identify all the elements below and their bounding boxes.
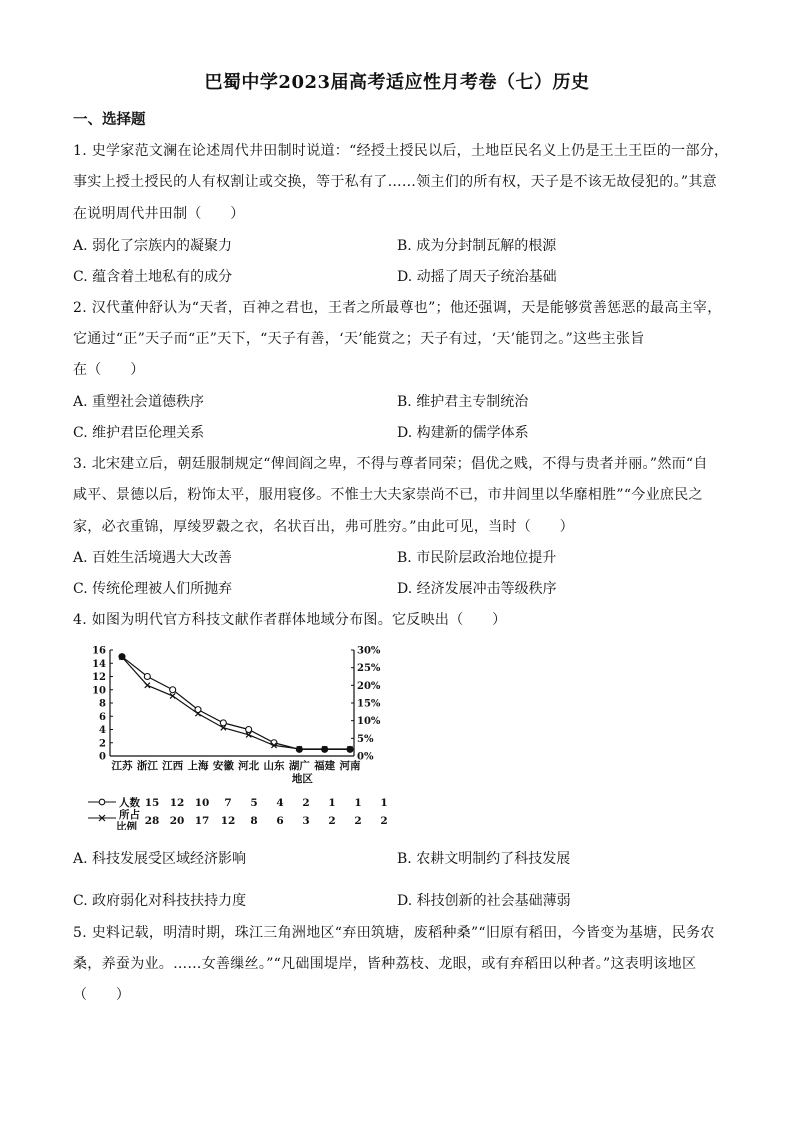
count-value-label: 5 (250, 797, 258, 809)
question-1-option-d[interactable]: D. 动摇了周天子统治基础 (397, 269, 557, 285)
question-3-line-3: 家，必衣重锦，厚绫罗縠之衣，名状百出，弗可胜穷。”由此可见，当时（ ） (73, 519, 574, 535)
x-tick-label: 福建 (314, 760, 336, 772)
x-tick-label: 湖广 (288, 760, 310, 772)
series-1-point (144, 674, 150, 680)
chart-lines (119, 654, 353, 753)
series-line-2 (122, 657, 350, 749)
section-heading: 一、选择题 (73, 111, 146, 128)
count-value-label: 1 (354, 797, 362, 809)
x-tick-label: 上海 (187, 760, 209, 772)
right-tick-label: 20% (357, 680, 381, 692)
question-5-line-3: （ ） (73, 987, 131, 1003)
count-value-label: 2 (302, 797, 310, 809)
count-value-label: 1 (380, 797, 388, 809)
legend-count-label: 人数 (119, 797, 140, 809)
series-2-point (145, 683, 150, 688)
count-value-label: 1 (328, 797, 336, 809)
ratio-value-label: 3 (302, 815, 310, 827)
question-2-line-1: 2. 汉代董仲舒认为“天者，百神之君也，王者之所最尊也”；他还强调，天是能够赏善惩恶的最高主宰， (73, 300, 722, 316)
ratio-value-label: 20 (169, 815, 185, 827)
question-1-line-1: 1. 史学家范文澜在论述周代井田制时说道：“经授土授民以后，土地臣民名义上仍是王土王臣的一部分， (73, 143, 729, 159)
ratio-value-label: 2 (354, 815, 362, 827)
question-3-option-c[interactable]: C. 传统伦理被人们所抛弃 (73, 581, 233, 597)
question-2-line-2: 它通过“正”天子而“正”天下，“天子有善，‘天’能赏之；天子有过，‘天’能罚之。”这些主张旨 (73, 331, 645, 347)
chart-axes (92, 646, 381, 763)
question-1-option-a[interactable]: A. 弱化了宗族内的凝聚力 (73, 238, 233, 254)
left-tick-label: 8 (99, 698, 106, 710)
ratio-value-label: 2 (328, 815, 336, 827)
ratio-value-label: 12 (220, 815, 236, 827)
question-4-option-c[interactable]: C. 政府弱化对科技扶持力度 (73, 893, 247, 909)
ratio-value-label: 6 (276, 815, 284, 827)
question-4-option-a[interactable]: A. 科技发展受区域经济影响 (73, 851, 247, 867)
left-tick-label: 6 (99, 711, 106, 723)
chart-svg (72, 640, 402, 830)
page-title: 巴蜀中学2023届高考适应性月考卷（七）历史 (204, 72, 590, 93)
ratio-value-label: 28 (144, 815, 160, 827)
series-1-point (246, 727, 252, 733)
series-line-1 (122, 657, 350, 750)
count-value-label: 4 (276, 797, 284, 809)
right-tick-label: 5% (357, 733, 374, 745)
question-3-line-2: 咸平、景德以后，粉饰太平，服用寝侈。不惟士大夫家崇尚不已，市井闾里以华靡相胜”“今业庶民之 (73, 487, 703, 503)
question-2-option-a[interactable]: A. 重塑社会道德秩序 (73, 394, 205, 410)
question-5-line-1: 5. 史料记载，明清时期，珠江三角洲地区“弃田筑塘，废稻种桑”“旧原有稻田，今皆变为基塘，民务农 (73, 925, 715, 941)
left-tick-label: 0 (99, 751, 106, 763)
x-tick-label: 河北 (238, 760, 260, 772)
legend-ratio-label-2: 比例 (116, 821, 137, 830)
count-value-label: 15 (144, 797, 160, 809)
question-3-option-d[interactable]: D. 经济发展冲击等级秩序 (397, 581, 557, 597)
count-value-label: 10 (194, 797, 210, 809)
right-tick-label: 10% (357, 716, 381, 728)
x-tick-label: 浙江 (136, 760, 158, 772)
question-4-option-b[interactable]: B. 农耕文明制约了科技发展 (397, 851, 571, 867)
question-2-option-b[interactable]: B. 维护君主专制统治 (397, 394, 529, 410)
question-3-option-a[interactable]: A. 百姓生活境遇大大改善 (73, 550, 233, 566)
legend-ratio-label-1: 所占 (119, 809, 140, 821)
left-tick-label: 10 (92, 685, 106, 697)
question-4-option-d[interactable]: D. 科技创新的社会基础薄弱 (397, 893, 571, 909)
count-value-label: 12 (169, 797, 185, 809)
left-tick-label: 4 (99, 725, 106, 736)
left-tick-label: 16 (92, 645, 106, 657)
question-1-option-c[interactable]: C. 蕴含着土地私有的成分 (73, 269, 233, 285)
question-1-option-b[interactable]: B. 成为分封制瓦解的根源 (397, 238, 557, 254)
x-tick-label: 山东 (263, 760, 285, 772)
question-2-option-c[interactable]: C. 维护君臣伦理关系 (73, 425, 205, 441)
ratio-value-label: 17 (194, 815, 210, 827)
question-1-line-2: 事实上授土授民的人有权割让或交换，等于私有了……领主们的所有权，天子是不该无故侵犯的。”其意 (73, 174, 717, 190)
left-tick-label: 14 (92, 658, 106, 670)
question-5-line-2: 桑，养蚕为业。……女善缫丝。”“凡础围堤岸，皆种荔枝、龙眼，或有弃稻田以种者。”这表明该地区 (73, 956, 697, 972)
question-3-line-1: 3. 北宋建立后，朝廷服制规定“俾闾阎之卑，不得与尊者同荣；倡优之贱，不得与贵者并丽。”然而“自 (73, 456, 708, 472)
left-tick-label: 12 (92, 672, 106, 683)
ratio-value-label: 2 (380, 815, 388, 827)
right-tick-label: 30% (357, 645, 381, 657)
series-2-point (170, 693, 175, 698)
question-4-line-1: 4. 如图为明代官方科技文献作者群体地域分布图。它反映出（ ） (73, 612, 507, 628)
x-tick-label: 江西 (162, 760, 184, 772)
ratio-value-label: 8 (250, 815, 258, 827)
chart-labels (88, 759, 388, 830)
region-distribution-chart (72, 640, 402, 830)
right-tick-label: 0% (357, 751, 374, 763)
right-tick-label: 25% (357, 663, 381, 675)
series-1-point (170, 687, 176, 693)
legend-count-marker (99, 799, 105, 805)
question-2-option-d[interactable]: D. 构建新的儒学体系 (397, 425, 529, 441)
x-tick-label: 河南 (339, 760, 361, 772)
left-tick-label: 2 (99, 738, 106, 750)
question-1-line-3: 在说明周代井田制（ ） (73, 206, 245, 222)
right-tick-label: 15% (357, 698, 381, 710)
question-3-option-b[interactable]: B. 市民阶层政治地位提升 (397, 550, 557, 566)
x-tick-label: 安徽 (212, 760, 234, 772)
x-axis-title: 地区 (291, 773, 313, 785)
question-2-line-3: 在（ ） (73, 362, 145, 378)
count-value-label: 7 (224, 797, 232, 809)
x-tick-label: 江苏 (111, 760, 133, 772)
